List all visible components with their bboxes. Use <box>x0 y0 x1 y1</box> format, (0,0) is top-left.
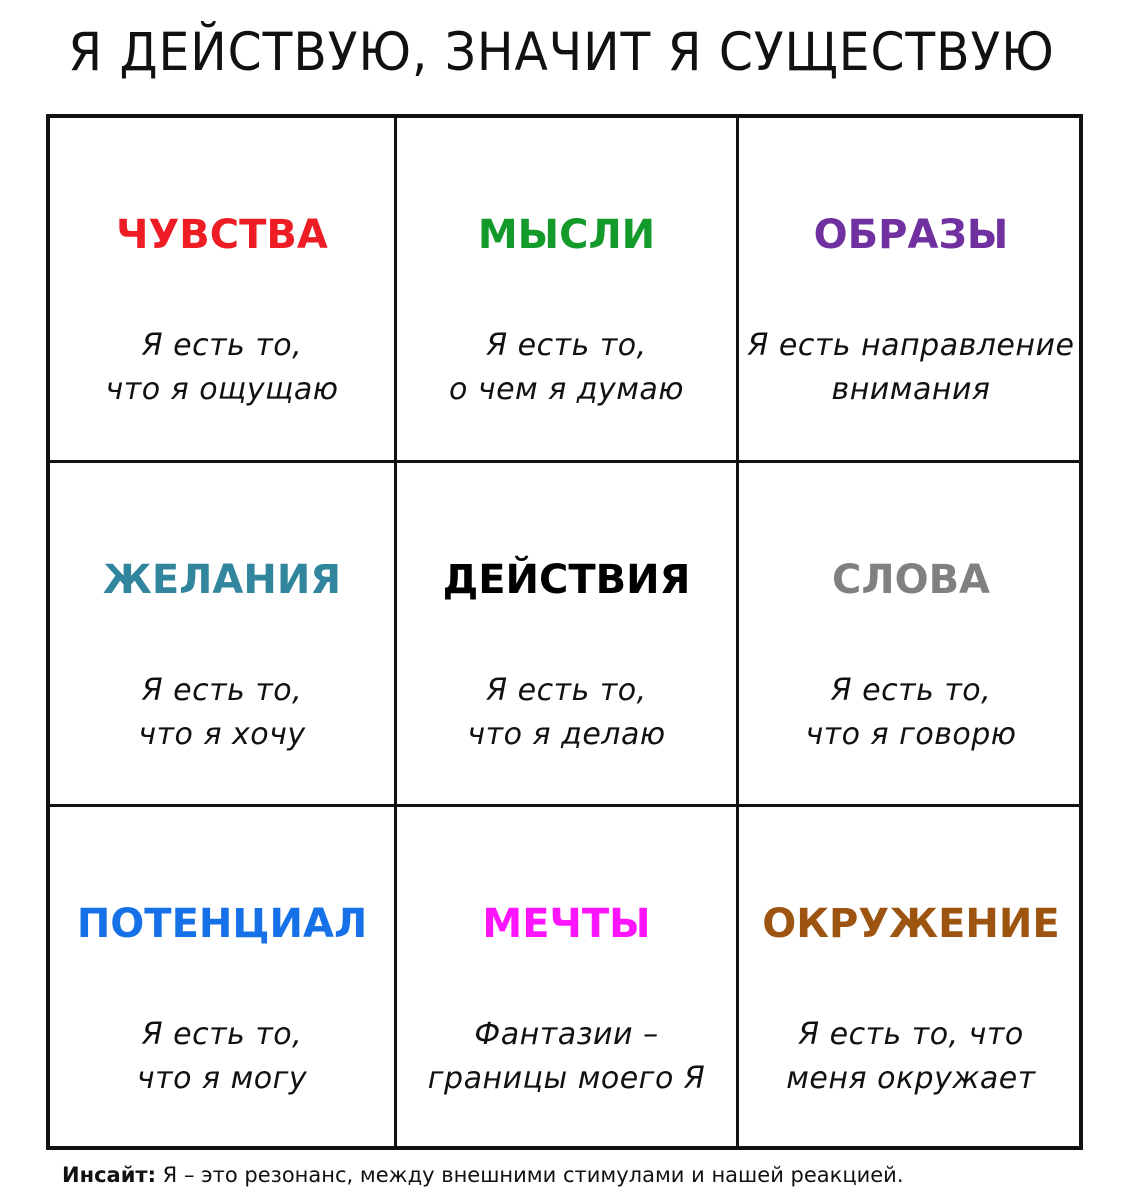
cell-description <box>50 324 394 412</box>
cell-title: МЕЧТЫ <box>482 901 651 947</box>
cell-text-line: границы моего Я <box>427 1061 706 1096</box>
cell-text-line: Я есть направление <box>747 328 1075 363</box>
cell-title: ПОТЕНЦИАЛ <box>76 901 368 947</box>
cell-text-line: Я есть то, что <box>798 1017 1024 1052</box>
cell-title: ДЕЙСТВИЯ <box>442 557 691 603</box>
cell-title: ОБРАЗЫ <box>813 212 1009 258</box>
cell-text-line: что я могу <box>136 1061 308 1096</box>
cell-text-line: что я ощущаю <box>105 372 339 407</box>
cell-description <box>397 669 736 757</box>
insight-text: Я – это резонанс, между внешними стимулами и нашей реакцией. <box>156 1163 904 1187</box>
cell-text-line: Я есть то, <box>141 1017 303 1052</box>
cell-environment <box>739 807 1083 1150</box>
cell-text-line: меня окружает <box>786 1061 1036 1096</box>
cell-text-line: Я есть то, <box>830 673 992 708</box>
cell-text-line: Фантазии – <box>474 1017 659 1052</box>
cell-feelings <box>50 118 394 460</box>
page-title: Я ДЕЙСТВУЮ, ЗНАЧИТ Я СУЩЕСТВУЮ <box>68 22 1055 83</box>
cell-text-line: что я говорю <box>805 717 1017 752</box>
cell-desires <box>50 463 394 804</box>
cell-actions <box>397 463 736 804</box>
cell-description <box>739 669 1083 757</box>
cell-description <box>50 669 394 757</box>
cell-thoughts <box>397 118 736 460</box>
cell-text-line: что я делаю <box>467 717 666 752</box>
cell-description <box>397 324 736 412</box>
insight-footer <box>62 1160 904 1190</box>
cell-description <box>739 324 1083 412</box>
cell-text-line: Я есть то, <box>486 328 647 363</box>
cell-title: МЫСЛИ <box>477 212 656 258</box>
cell-words <box>739 463 1083 804</box>
insight-label: Инсайт: <box>62 1163 156 1187</box>
cell-text-line: о чем я думаю <box>448 372 685 407</box>
cell-potential <box>50 807 394 1150</box>
cell-text-line: Я есть то, <box>486 673 647 708</box>
cell-title: ЖЕЛАНИЯ <box>102 557 342 603</box>
cell-title: СЛОВА <box>831 557 991 603</box>
cell-title: ОКРУЖЕНИЕ <box>762 901 1060 947</box>
cell-text-line: Я есть то, <box>141 328 303 363</box>
cell-title: ЧУВСТВА <box>116 212 328 258</box>
cell-dreams <box>397 807 736 1150</box>
cell-images <box>739 118 1083 460</box>
cell-text-line: внимания <box>831 372 991 407</box>
cell-text-line: Я есть то, <box>141 673 303 708</box>
cell-text-line: что я хочу <box>138 717 306 752</box>
cell-description <box>50 1013 394 1101</box>
concept-grid <box>46 114 1083 1150</box>
cell-description <box>397 1013 736 1101</box>
cell-description <box>739 1013 1083 1101</box>
